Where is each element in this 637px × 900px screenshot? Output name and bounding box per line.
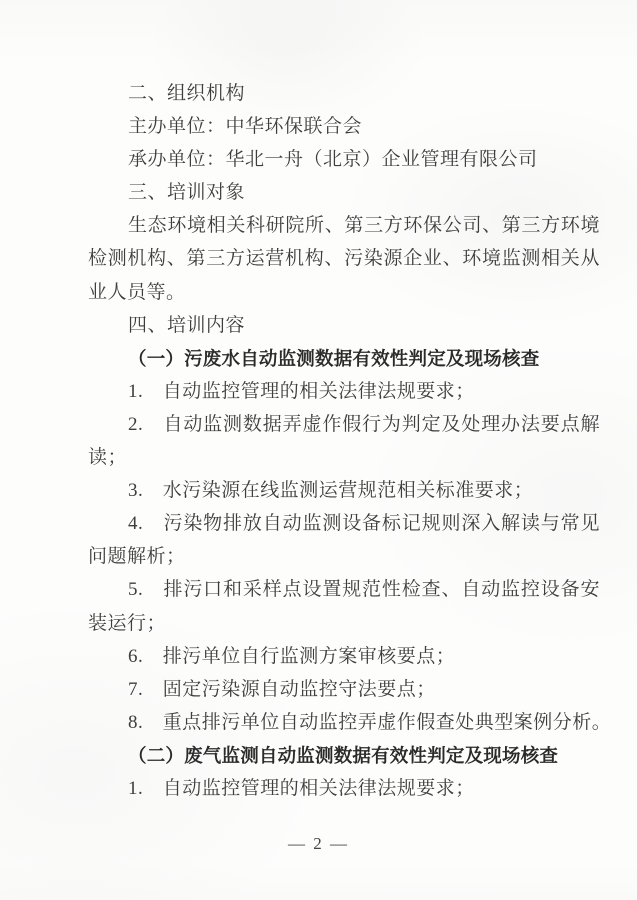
item-6-line: 6. 排污单位自行监测方案审核要点； [128,645,456,667]
subsection-heading-exhaust-gas: （二）废气监测自动监测数据有效性判定及现场核查 [128,744,559,766]
item-8-line: 8. 重点排污单位自动监控弄虚作假查处典型案例分析。 [128,711,612,733]
item-2-line-2: 读； [88,447,128,469]
host-unit-line: 主办单位：中华环保联合会 [128,116,363,138]
section-heading-4: 四、培训内容 [128,314,246,336]
item-3-line: 3. 水污染源在线监测运营规范相关标准要求； [128,480,534,502]
item-5-line-1: 5. 排污口和采样点设置规范性检查、自动监控设备安 [128,579,600,601]
item-2-line-1: 2. 自动监测数据弄虚作假行为判定及处理办法要点解 [128,413,600,435]
organizer-unit-line: 承办单位：华北一舟（北京）企业管理有限公司 [128,149,538,171]
page-number: — 2 — [288,834,349,853]
item-7-line: 7. 固定污染源自动监控守法要点； [128,678,436,700]
item-5-line-2: 装运行； [88,612,167,634]
training-target-line-3: 业人员等。 [88,281,186,303]
subsection-heading-wastewater: （一）污废水自动监测数据有效性判定及现场核查 [128,347,540,369]
training-target-line-2: 检测机构、第三方运营机构、污染源企业、环境监测相关从 [88,248,600,270]
section-heading-2: 二、组织机构 [128,83,246,104]
document-body [88,77,612,805]
section-heading-3: 三、培训对象 [128,182,246,204]
item-4-line-2: 问题解析； [88,546,186,568]
item-1b-line: 1. 自动监控管理的相关法律法规要求； [128,777,475,799]
item-1-line: 1. 自动监控管理的相关法律法规要求； [128,380,475,402]
item-4-line-1: 4. 污染物排放自动监测设备标记规则深入解读与常见 [128,513,600,535]
training-target-line-1: 生态环境相关科研院所、第三方环保公司、第三方环境 [128,215,600,237]
